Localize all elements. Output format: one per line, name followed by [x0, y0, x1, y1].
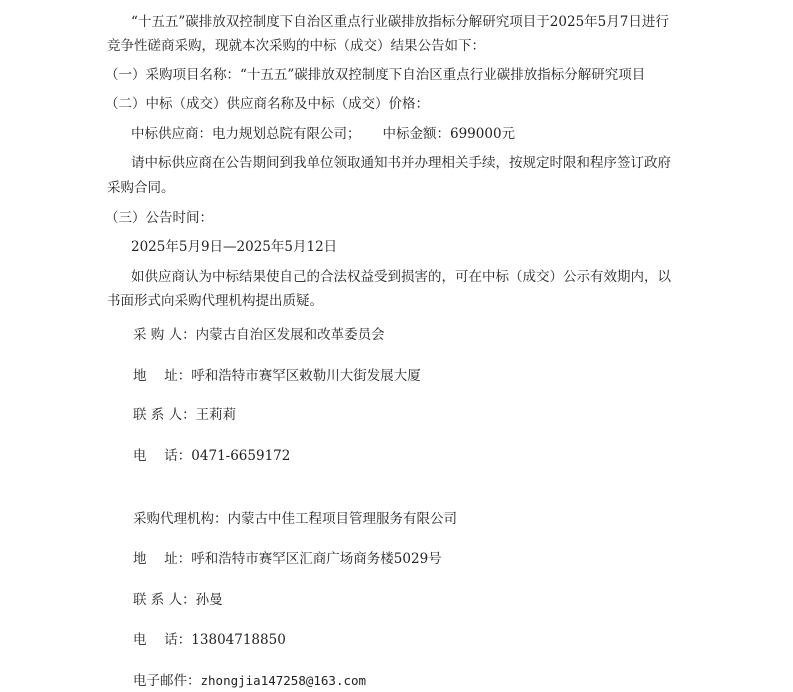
section-3-heading: （三）公告时间： — [105, 210, 213, 226]
agency-contact-value: 孙曼 — [195, 592, 223, 608]
purchaser-phone-value: 0471-6659172 — [191, 448, 291, 464]
amount-label: 中标金额： — [382, 126, 450, 142]
supplier-line — [131, 124, 515, 144]
notice-line-1: 请中标供应商在公告期间到我单位领取通知书并办理相关手续，按规定时限和程序签订政府 — [131, 155, 671, 171]
purchaser-contact-value: 王莉莉 — [195, 407, 237, 423]
purchaser-contact-row — [133, 405, 236, 425]
agency-phone-row — [133, 630, 286, 650]
supplier-label: 中标供应商： — [131, 126, 212, 142]
purchaser-contact-label: 联 系 人： — [133, 407, 196, 423]
section-2-heading: （二）中标（成交）供应商名称及中标（成交）价格： — [105, 96, 429, 112]
agency-name-label: 采购代理机构： — [133, 511, 228, 527]
section-1-project-name: （一）采购项目名称：“十五五”碳排放双控制度下自治区重点行业碳排放指标分解研究项目 — [105, 67, 646, 83]
agency-name-value: 内蒙古中佳工程项目管理服务有限公司 — [227, 511, 457, 527]
agency-address-row — [133, 549, 442, 569]
amount-value: 699000元 — [450, 126, 516, 142]
agency-phone-label: 电 话： — [133, 632, 192, 648]
agency-address-value: 呼和浩特市赛罕区汇商广场商务楼5029号 — [191, 551, 442, 567]
agency-email-label: 电子邮件： — [133, 673, 201, 689]
agency-phone-value: 13804718850 — [191, 632, 286, 648]
agency-email-row — [133, 671, 366, 691]
purchaser-name-value: 内蒙古自治区发展和改革委员会 — [195, 327, 385, 343]
supplier-value: 电力规划总院有限公司； — [212, 126, 361, 142]
notice-line-2: 采购合同。 — [107, 180, 175, 196]
intro-line-2: 竞争性磋商采购，现就本次采购的中标（成交）结果公告如下： — [107, 38, 485, 54]
purchaser-phone-row — [133, 446, 290, 466]
purchaser-phone-label: 电 话： — [133, 448, 192, 464]
objection-line-1: 如供应商认为中标结果使自己的合法权益受到损害的，可在中标（成交）公示有效期内，以 — [131, 269, 671, 285]
purchaser-name-label: 采 购 人： — [133, 327, 196, 343]
objection-line-2: 书面形式向采购代理机构提出质疑。 — [107, 293, 323, 309]
purchaser-address-row — [133, 366, 421, 386]
agency-email-value[interactable]: zhongjia147258@163.com — [200, 673, 367, 688]
purchaser-address-label: 地 址： — [133, 368, 192, 384]
intro-line-1: “十五五”碳排放双控制度下自治区重点行业碳排放指标分解研究项目于2025年5月7日进行 — [131, 14, 669, 30]
purchaser-address-value: 呼和浩特市赛罕区敕勒川大街发展大厦 — [191, 368, 421, 384]
agency-name-row — [133, 509, 457, 529]
agency-address-label: 地 址： — [133, 551, 192, 567]
agency-contact-row — [133, 590, 223, 610]
agency-contact-label: 联 系 人： — [133, 592, 196, 608]
purchaser-name-row — [133, 325, 385, 345]
announcement-period: 2025年5月9日—2025年5月12日 — [131, 239, 338, 255]
